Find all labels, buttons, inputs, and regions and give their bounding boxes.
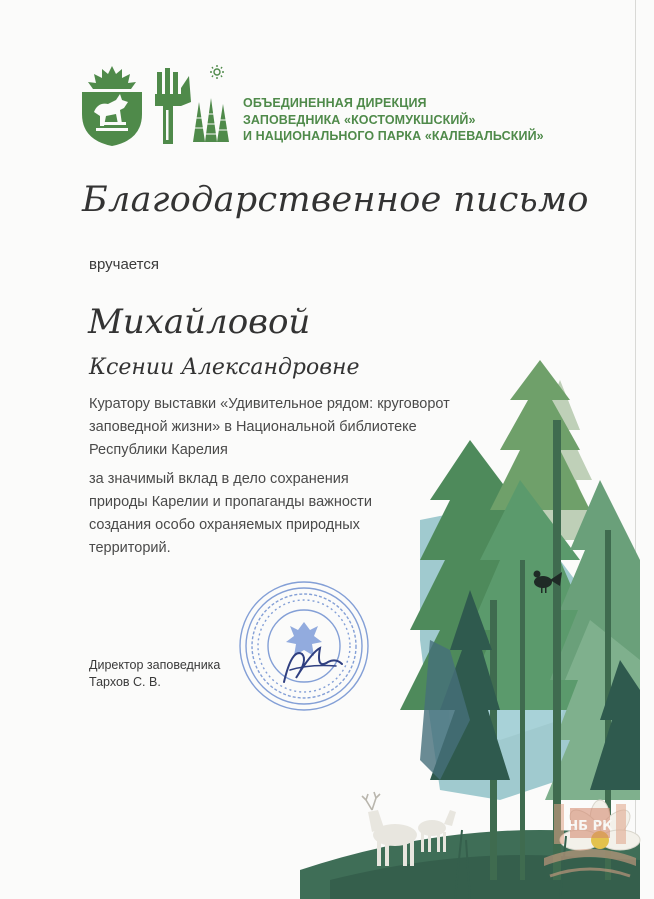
library-watermark-icon — [540, 800, 640, 892]
recipient-surname: Михайловой — [88, 302, 311, 342]
role-line: Куратору выставки «Удивительное рядом: круговорот — [89, 396, 450, 412]
signatory-position: Директор заповедника — [89, 658, 221, 672]
national-park-logo-icon — [155, 62, 235, 146]
letter-title: Благодарственное письмо — [82, 180, 589, 220]
organization-name — [243, 95, 573, 145]
awarded-to-label: вручается — [89, 256, 159, 273]
organization-line: ЗАПОВЕДНИКА «КОСТОМУКШСКИЙ» — [243, 112, 476, 127]
role-line: заповедной жизни» в Национальной библиотеке — [89, 419, 417, 435]
reason-line: природы Карелии и пропаганды важности — [89, 494, 372, 510]
svg-text:НБ РК: НБ РК — [567, 819, 613, 834]
organization-line: ОБЪЕДИНЕННАЯ ДИРЕКЦИЯ — [243, 96, 427, 110]
reason-line: территорий. — [89, 540, 171, 556]
recipient-given-names: Ксении Александровне — [89, 355, 360, 380]
signature-block — [89, 657, 220, 691]
signatory-name: Тархов С. В. — [89, 675, 161, 689]
organization-line: И НАЦИОНАЛЬНОГО ПАРКА «КАЛЕВАЛЬСКИЙ» — [243, 129, 544, 143]
reason-line: создания особо охраняемых природных — [89, 517, 360, 533]
official-seal-icon — [236, 578, 372, 714]
role-line: Республики Карелия — [89, 442, 228, 458]
park-emblem-icon — [76, 64, 148, 148]
award-reason — [89, 468, 509, 560]
reason-line: за значимый вклад в дело сохранения — [89, 471, 349, 487]
recipient-role — [89, 393, 509, 462]
